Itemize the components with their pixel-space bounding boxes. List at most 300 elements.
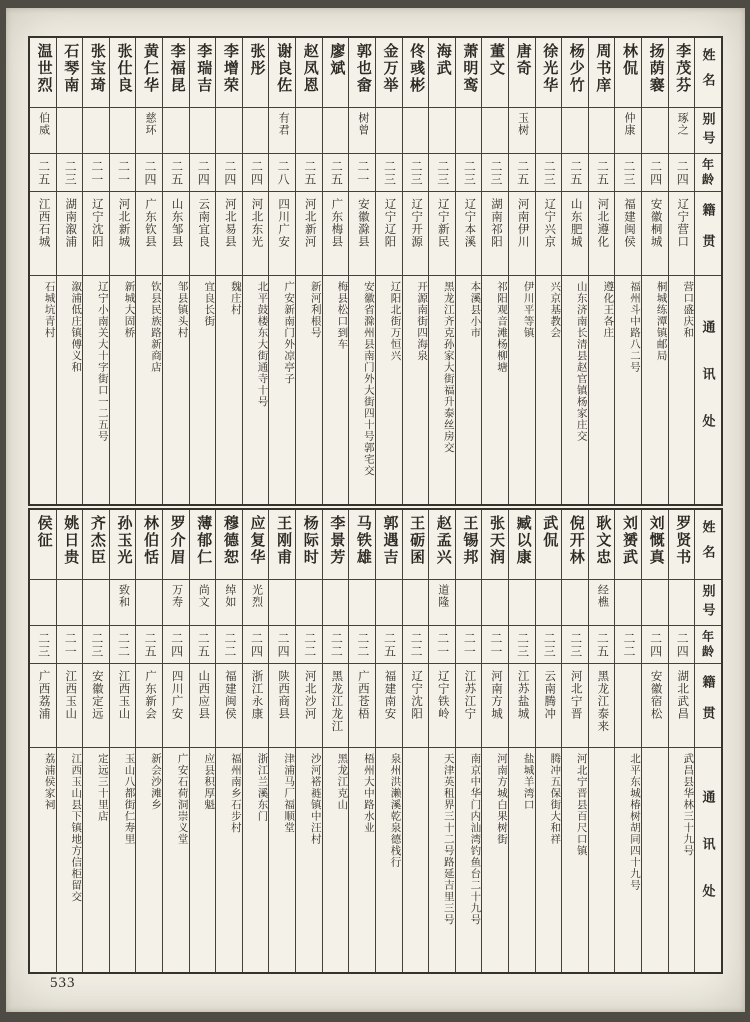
person-alias <box>349 580 375 626</box>
person-age: 二二 <box>216 626 242 664</box>
person-column <box>243 510 270 972</box>
person-age: 二五 <box>136 626 162 664</box>
person-alias <box>482 108 508 154</box>
person-column <box>323 510 350 972</box>
person-column <box>642 38 669 504</box>
person-address: 营口盛庆和 <box>682 281 694 339</box>
person-name: 李瑞吉 <box>190 38 216 108</box>
person-age: 二四 <box>669 626 695 664</box>
person-name: 臧以康 <box>509 510 535 580</box>
person-native: 河北新城 <box>110 192 136 276</box>
person-name: 罗贤书 <box>669 510 695 580</box>
person-name: 薄郁仁 <box>190 510 216 580</box>
person-name: 佟彧彬 <box>403 38 429 108</box>
person-address: 玉山八都街仁寿里 <box>123 753 135 845</box>
person-alias <box>456 108 482 154</box>
person-alias <box>110 108 136 154</box>
person-address: 武昌县华林三十九号 <box>682 753 694 857</box>
person-native: 河北新河 <box>296 192 322 276</box>
row-header-address: 通讯处 <box>700 789 716 931</box>
person-native: 陕西商县 <box>269 664 295 748</box>
person-column <box>216 510 243 972</box>
person-address: 江西玉山县下镇地方信柜留交 <box>70 753 82 903</box>
person-alias <box>136 580 162 626</box>
person-alias <box>269 580 295 626</box>
person-column <box>269 38 296 504</box>
person-alias: 有君 <box>269 108 295 154</box>
person-name: 赵孟兴 <box>429 510 455 580</box>
person-alias <box>296 580 322 626</box>
person-address: 梧州大中路水业 <box>362 753 374 834</box>
person-native: 云南腾冲 <box>536 664 562 748</box>
person-alias <box>562 580 588 626</box>
person-column <box>296 38 323 504</box>
person-address: 新河利根号 <box>309 281 321 339</box>
person-age: 二四 <box>642 626 668 664</box>
person-age: 二五 <box>323 154 349 192</box>
person-name: 董文 <box>482 38 508 108</box>
person-column <box>429 510 456 972</box>
person-name: 武侃 <box>536 510 562 580</box>
person-column <box>83 38 110 504</box>
person-address: 安徽省滁州县南门外大街四十号郭宅交 <box>362 281 374 477</box>
person-column <box>163 510 190 972</box>
person-name: 应复华 <box>243 510 269 580</box>
person-age: 二一 <box>83 154 109 192</box>
person-address: 辽阳北街万恒兴 <box>389 281 401 362</box>
person-name: 张宝琦 <box>83 38 109 108</box>
person-column <box>456 38 483 504</box>
person-native: 安徽桐城 <box>642 192 668 276</box>
person-age: 二三 <box>509 626 535 664</box>
person-column <box>536 38 563 504</box>
person-column <box>669 38 696 504</box>
person-column <box>349 510 376 972</box>
person-name: 周书庠 <box>589 38 615 108</box>
person-address: 天津英租界三十二号路延吉里三号 <box>442 753 454 926</box>
person-native: 江西玉山 <box>57 664 83 748</box>
person-age: 二二 <box>403 626 429 664</box>
person-native: 黑龙江龙江 <box>323 664 349 748</box>
person-native: 山西应县 <box>190 664 216 748</box>
person-native: 山东邹县 <box>163 192 189 276</box>
person-age: 二三 <box>615 154 641 192</box>
person-name: 黄仁华 <box>136 38 162 108</box>
person-column <box>589 510 616 972</box>
person-native: 河北遵化 <box>589 192 615 276</box>
person-age: 二五 <box>163 154 189 192</box>
person-age: 二四 <box>243 154 269 192</box>
page-number: 533 <box>50 975 76 991</box>
row-header-native: 籍贯 <box>695 192 721 276</box>
person-column <box>589 38 616 504</box>
person-age: 二一 <box>57 626 83 664</box>
person-address: 福州斗中路八二号 <box>629 281 641 373</box>
person-address: 新会沙滩乡 <box>150 753 162 811</box>
person-column <box>615 510 642 972</box>
row-header-alias: 别号 <box>695 580 721 626</box>
person-name: 王砺囷 <box>403 510 429 580</box>
person-age: 二一 <box>429 626 455 664</box>
person-age: 二五 <box>562 154 588 192</box>
person-address: 广安石荷洞崇义堂 <box>176 753 188 845</box>
person-native: 安徽定远 <box>83 664 109 748</box>
person-name: 萧明鸾 <box>456 38 482 108</box>
person-address: 遵化王各庄 <box>602 281 614 339</box>
person-address: 兴京基教会 <box>549 281 561 339</box>
person-native: 山东肥城 <box>562 192 588 276</box>
person-native: 广西苍梧 <box>349 664 375 748</box>
row-header-native: 籍贯 <box>695 664 721 748</box>
person-address: 开源南街四海泉 <box>416 281 428 362</box>
scanned-page <box>6 8 745 1012</box>
person-column <box>376 38 403 504</box>
person-address: 溆浦低庄镇傅义和 <box>70 281 82 373</box>
person-native: 辽宁新民 <box>429 192 455 276</box>
person-age: 二三 <box>403 154 429 192</box>
person-column <box>403 510 430 972</box>
person-column <box>509 38 536 504</box>
person-alias <box>642 108 668 154</box>
person-name: 唐奇 <box>509 38 535 108</box>
person-native: 福建南安 <box>376 664 402 748</box>
person-name: 刘赟武 <box>615 510 641 580</box>
person-alias <box>57 580 83 626</box>
person-age: 二三 <box>482 154 508 192</box>
person-column <box>456 510 483 972</box>
person-name: 刘慨真 <box>642 510 668 580</box>
person-native: 江苏江宁 <box>456 664 482 748</box>
row-header-name: 姓名 <box>695 510 721 580</box>
person-name: 张仕良 <box>110 38 136 108</box>
person-address: 南京中华门内汕湾钓鱼台二十九号 <box>469 753 481 926</box>
person-alias: 慈环 <box>136 108 162 154</box>
person-alias <box>190 108 216 154</box>
person-alias: 绰如 <box>216 580 242 626</box>
row-header-age: 年龄 <box>695 154 721 192</box>
person-address: 本溪县小市 <box>469 281 481 339</box>
row-header-address: 通讯处 <box>700 319 716 461</box>
person-column <box>296 510 323 972</box>
person-age: 二五 <box>190 626 216 664</box>
person-column <box>163 38 190 504</box>
person-column <box>30 510 57 972</box>
person-native: 黑龙江泰来 <box>589 664 615 748</box>
person-name: 金万举 <box>376 38 402 108</box>
person-native: 湖南溆浦 <box>57 192 83 276</box>
person-alias: 道隆 <box>429 580 455 626</box>
person-column <box>429 38 456 504</box>
person-alias <box>296 108 322 154</box>
person-column <box>57 38 84 504</box>
person-age: 二四 <box>163 626 189 664</box>
person-native: 辽宁铁岭 <box>429 664 455 748</box>
person-age: 二四 <box>669 154 695 192</box>
person-native: 四川广安 <box>163 664 189 748</box>
person-age: 二四 <box>269 626 295 664</box>
person-name: 廖斌 <box>323 38 349 108</box>
person-age: 二五 <box>509 154 535 192</box>
person-column <box>136 510 163 972</box>
person-name: 王刚甫 <box>269 510 295 580</box>
person-age: 二五 <box>30 154 56 192</box>
person-address: 北平鼓楼东大街通寺十号 <box>256 281 268 408</box>
person-alias <box>429 108 455 154</box>
person-name: 李增荣 <box>216 38 242 108</box>
person-age: 二一 <box>456 626 482 664</box>
person-alias <box>589 108 615 154</box>
person-address: 辽宁小南关大十字街口一二五号 <box>96 281 108 442</box>
person-alias <box>536 580 562 626</box>
person-column <box>83 510 110 972</box>
person-address: 宜良长街 <box>203 281 215 327</box>
person-alias: 万寿 <box>163 580 189 626</box>
person-alias <box>642 580 668 626</box>
person-address: 定远三十里店 <box>96 753 108 822</box>
person-name: 谢良佐 <box>269 38 295 108</box>
person-address: 沙河褡裢镇中汪村 <box>309 753 321 845</box>
person-name: 石琴南 <box>57 38 83 108</box>
person-column <box>536 510 563 972</box>
person-column <box>216 38 243 504</box>
person-alias <box>57 108 83 154</box>
person-alias <box>83 108 109 154</box>
person-age: 二三 <box>536 154 562 192</box>
person-native: 辽宁本溪 <box>456 192 482 276</box>
row-header-alias: 别号 <box>695 108 721 154</box>
person-column <box>403 38 430 504</box>
person-native: 辽宁沈阳 <box>403 664 429 748</box>
person-address: 钦县民族路新商店 <box>150 281 162 373</box>
person-alias <box>669 580 695 626</box>
person-name: 海武 <box>429 38 455 108</box>
person-column <box>349 38 376 504</box>
person-address: 腾冲五保街大和祥 <box>549 753 561 845</box>
person-address: 福州南乡石步村 <box>229 753 241 834</box>
person-address: 泉州洪濑溪乾泉德栈行 <box>389 753 401 868</box>
person-name: 温世烈 <box>30 38 56 108</box>
row-header-column <box>695 38 721 504</box>
person-name: 李福昆 <box>163 38 189 108</box>
person-age: 二二 <box>323 626 349 664</box>
row-header-column <box>695 510 721 972</box>
person-age: 二四 <box>216 154 242 192</box>
person-name: 姚日贵 <box>57 510 83 580</box>
directory-table-top <box>28 36 723 506</box>
directory-table-bottom <box>28 508 723 974</box>
person-native: 安徽滁县 <box>349 192 375 276</box>
person-address <box>403 748 429 972</box>
person-age: 二二 <box>615 626 641 664</box>
person-alias <box>403 580 429 626</box>
person-name: 王锡邦 <box>456 510 482 580</box>
person-name: 耿文忠 <box>589 510 615 580</box>
person-alias <box>536 108 562 154</box>
person-column <box>57 510 84 972</box>
person-alias: 光烈 <box>243 580 269 626</box>
person-native: 辽宁开源 <box>403 192 429 276</box>
person-native: 湖南祁阳 <box>482 192 508 276</box>
person-address: 梅县松口到车 <box>336 281 348 350</box>
person-native: 河北易县 <box>216 192 242 276</box>
person-age: 二一 <box>110 154 136 192</box>
person-column <box>642 510 669 972</box>
person-alias <box>163 108 189 154</box>
person-age: 二四 <box>136 154 162 192</box>
person-column <box>269 510 296 972</box>
person-column <box>669 510 696 972</box>
person-column <box>482 38 509 504</box>
person-column <box>376 510 403 972</box>
person-native <box>615 664 641 748</box>
person-name: 侯征 <box>30 510 56 580</box>
person-name: 张天润 <box>482 510 508 580</box>
person-name: 罗介眉 <box>163 510 189 580</box>
person-name: 杨际时 <box>296 510 322 580</box>
person-alias <box>376 580 402 626</box>
person-address: 河北宁晋县百尺口镇 <box>575 753 587 857</box>
person-alias: 玉树 <box>509 108 535 154</box>
person-native: 辽宁营口 <box>669 192 695 276</box>
person-native: 辽宁沈阳 <box>83 192 109 276</box>
person-native: 河南方城 <box>482 664 508 748</box>
person-column <box>110 510 137 972</box>
person-alias <box>562 108 588 154</box>
person-address: 黑龙江齐克孙家大街福升泰丝房交 <box>442 281 454 454</box>
person-name: 杨少竹 <box>562 38 588 108</box>
row-header-age: 年龄 <box>695 626 721 664</box>
person-native: 安徽宿松 <box>642 664 668 748</box>
person-address: 山东济南长清县赵官镇杨家庄交 <box>575 281 587 442</box>
person-alias: 致和 <box>110 580 136 626</box>
person-age: 二五 <box>589 626 615 664</box>
person-column <box>509 510 536 972</box>
person-alias <box>83 580 109 626</box>
person-alias <box>243 108 269 154</box>
person-native: 湖北武昌 <box>669 664 695 748</box>
person-address: 石城坑青村 <box>43 281 55 339</box>
person-name: 林伯恬 <box>136 510 162 580</box>
person-column <box>30 38 57 504</box>
person-column <box>243 38 270 504</box>
person-alias <box>30 580 56 626</box>
person-address: 邹县镇头村 <box>176 281 188 339</box>
person-age: 二三 <box>376 154 402 192</box>
person-age: 二五 <box>376 626 402 664</box>
person-address: 应县积厚魁 <box>203 753 215 811</box>
person-native: 福建闽侯 <box>615 192 641 276</box>
person-age: 二三 <box>30 626 56 664</box>
person-age: 二五 <box>296 154 322 192</box>
person-address: 盐城羊湾口 <box>522 753 534 811</box>
person-address: 广安新南门外凉亭子 <box>283 281 295 385</box>
person-native: 河北沙河 <box>296 664 322 748</box>
person-alias: 琢之 <box>669 108 695 154</box>
person-address: 浙江兰溪东门 <box>256 753 268 822</box>
person-native: 广东梅县 <box>323 192 349 276</box>
person-alias: 树曾 <box>349 108 375 154</box>
person-age: 二四 <box>642 154 668 192</box>
person-native: 江苏盐城 <box>509 664 535 748</box>
person-alias <box>216 108 242 154</box>
person-age: 二三 <box>536 626 562 664</box>
person-name: 李茂芬 <box>669 38 695 108</box>
person-alias <box>482 580 508 626</box>
person-name: 穆德恕 <box>216 510 242 580</box>
person-age: 二八 <box>269 154 295 192</box>
person-name: 徐光华 <box>536 38 562 108</box>
person-name: 孙玉光 <box>110 510 136 580</box>
person-native: 福建闽侯 <box>216 664 242 748</box>
person-name: 李景芳 <box>323 510 349 580</box>
person-column <box>482 510 509 972</box>
person-name: 倪开林 <box>562 510 588 580</box>
person-column <box>562 38 589 504</box>
person-alias <box>509 580 535 626</box>
person-address: 津浦马厂福顺堂 <box>283 753 295 834</box>
person-address: 新城大固桥 <box>123 281 135 339</box>
person-age: 二四 <box>190 154 216 192</box>
person-address: 魏庄村 <box>229 281 241 316</box>
person-name: 郭也畲 <box>349 38 375 108</box>
person-age: 二二 <box>110 626 136 664</box>
person-age: 二三 <box>83 626 109 664</box>
person-address: 黑龙江克山 <box>336 753 348 811</box>
person-address: 桐城练潭镇邮局 <box>655 281 667 362</box>
person-native: 河北宁晋 <box>562 664 588 748</box>
person-alias <box>323 108 349 154</box>
person-alias <box>376 108 402 154</box>
person-native: 广西荔浦 <box>30 664 56 748</box>
person-name: 马铁雄 <box>349 510 375 580</box>
person-age: 二三 <box>456 154 482 192</box>
person-alias: 尚文 <box>190 580 216 626</box>
row-header-name: 姓名 <box>695 38 721 108</box>
person-alias: 仲康 <box>615 108 641 154</box>
person-address: 北平东城椿树胡同四十九号 <box>629 753 641 891</box>
person-age: 二一 <box>482 626 508 664</box>
person-age: 二三 <box>562 626 588 664</box>
person-native: 云南宜良 <box>190 192 216 276</box>
person-column <box>615 38 642 504</box>
person-address: 河南方城白果树街 <box>495 753 507 845</box>
person-native: 广东钦县 <box>136 192 162 276</box>
person-native: 辽宁兴京 <box>536 192 562 276</box>
person-age: 二三 <box>57 154 83 192</box>
person-native: 江西玉山 <box>110 664 136 748</box>
person-address: 伊川平等镇 <box>522 281 534 339</box>
person-age: 二三 <box>429 154 455 192</box>
person-alias <box>403 108 429 154</box>
person-age: 二二 <box>349 626 375 664</box>
person-native: 河南伊川 <box>509 192 535 276</box>
person-age: 二五 <box>589 154 615 192</box>
person-native: 江西石城 <box>30 192 56 276</box>
person-name: 赵凤恩 <box>296 38 322 108</box>
person-name: 郭遇吉 <box>376 510 402 580</box>
person-age: 二一 <box>349 154 375 192</box>
person-address <box>642 748 668 972</box>
person-column <box>110 38 137 504</box>
person-name: 林侃 <box>615 38 641 108</box>
person-address: 祁阳观音滩杨柳塘 <box>495 281 507 373</box>
person-alias: 伯威 <box>30 108 56 154</box>
person-address: 荔浦侯家祠 <box>43 753 55 811</box>
person-alias: 经樵 <box>589 580 615 626</box>
person-native: 浙江永康 <box>243 664 269 748</box>
person-column <box>323 38 350 504</box>
person-age: 二四 <box>243 626 269 664</box>
